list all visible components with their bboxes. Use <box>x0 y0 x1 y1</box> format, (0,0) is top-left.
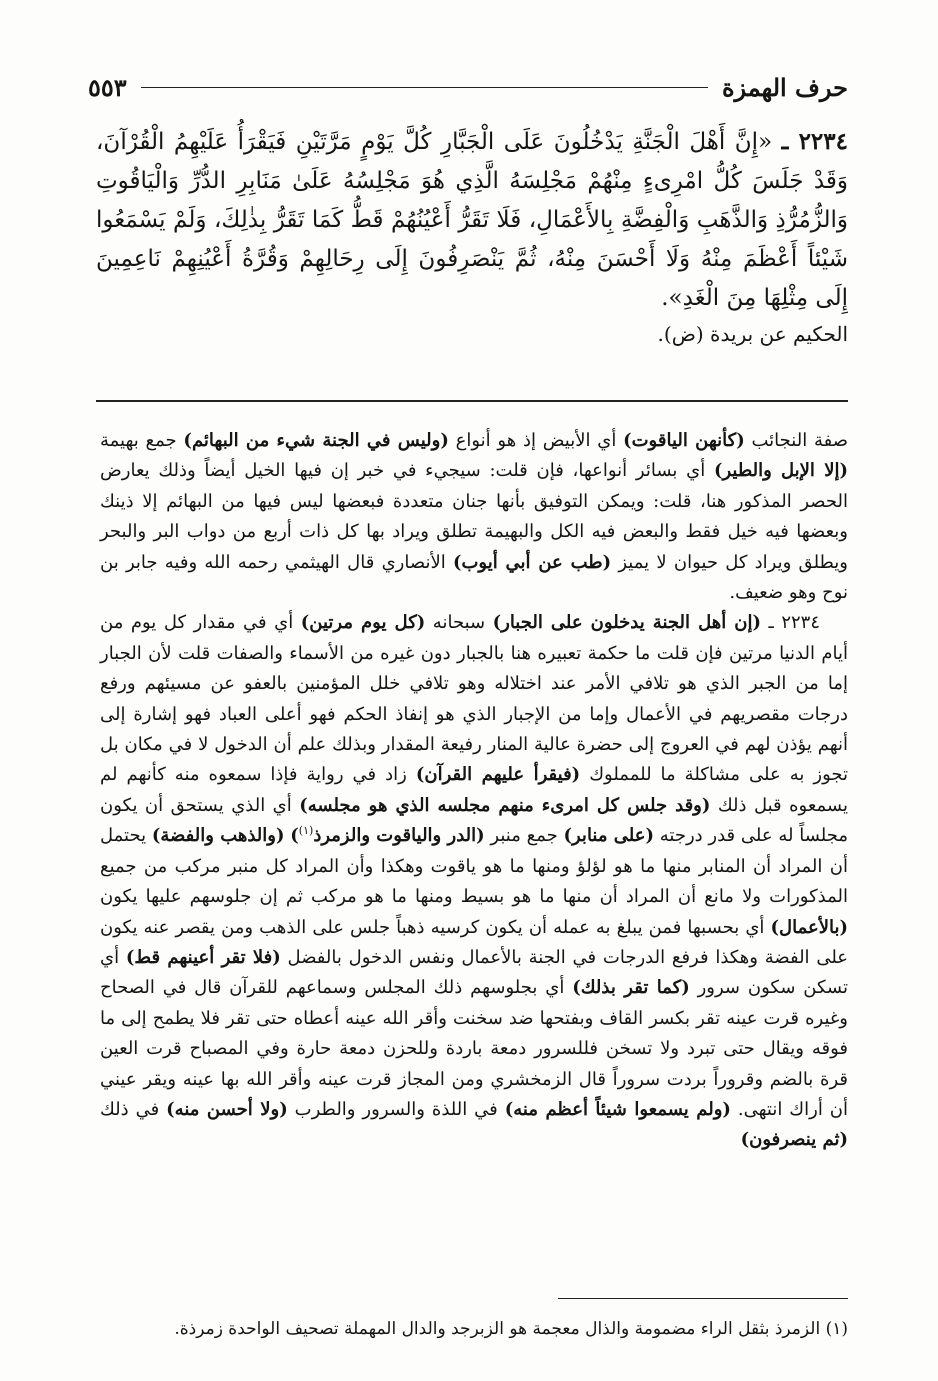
hadith-source: الحكيم عن بريدة (ض). <box>657 322 848 346</box>
quoted-phrase: (وليس في الجنة شيء من البهائم) <box>183 430 449 451</box>
commentary-paragraph-1 <box>100 426 848 608</box>
text-run: جمع بهيمة <box>100 430 184 451</box>
quoted-phrase: (كأنهن الياقوت) <box>623 430 745 451</box>
text-run: يحتمل أن المراد أن المنابر منها ما هو لؤلؤ ومنها ما هو ياقوت وهكذا وأن المراد كل منبر مركب من جميع المذكورات ولا مانع أن المراد أن منها ما هو بسيط ومنها ما هو مركب ثم إن جلوسهم عليها يكون <box>100 825 848 908</box>
text-run: أي بسائر أنواعها، فإن قلت: سيجيء في خبر إن فيها الخيل أيضاً وذلك يعارض الحصر المذكور هنا، قلت: ويمكن التوفيق بأنها جنان متعددة فبعضها ليس فيها من البهائم إلا ذينك وبعضها فيه خيل فقط والبعض فيه الكل والبهيمة تطلق ويراد بها كل ذات أربع من دواب البر والبحر ويطلق ويراد كل حيوان لا يميز <box>100 460 848 573</box>
header-rule <box>141 87 708 88</box>
quoted-phrase-close: ) <box>290 825 299 847</box>
quoted-phrase: (طب عن أبي أيوب) <box>452 551 612 573</box>
quoted-phrase: (كما تقر بذلك) <box>572 977 690 999</box>
quoted-phrase: (ثم ينصرفون) <box>740 1129 848 1151</box>
text-run: ٢٢٣٤ ـ <box>761 612 820 634</box>
text-run: أي بجلوسهم ذلك المجلس وسماعهم للقرآن قال في الصحاح وغيره قرت عينه تقر بكسر القاف وبفتحها ضد سخنت وأقر الله عينه أعطاه حتى تقر فلا يطمح إلى ما فوقه ويقال حتى تبرد ولا تسخن فللسرور دمعة باردة وللحزن دمعة حارة وفي المصباح قرت العين قرة بالضم وقروراً بردت سروراً قال الزمخشري ومن المجاز قرت عينه وأقر الله بها عينه ويقر عيني أن أراك انتهى. <box>100 977 849 1120</box>
quoted-phrase: (على منابر) <box>563 825 655 847</box>
text-run: أي بحسبها فمن يبلغ به عمله أن يكون كرسيه ذهباً جلس على الذهب ومن يقصر عنه يكون على الفضة وهكذا فرفع الدرجات في الجنة بالأعمال ونفس الدخول بالفضل <box>100 916 849 968</box>
text-run: سبحانه <box>425 612 493 634</box>
chapter-title: حرف الهمزة <box>721 72 848 102</box>
hadith-body: «إِنَّ أَهْلَ الْجَنَّةِ يَدْخُلُونَ عَلَى الْجَبَّارِ كُلَّ يَوْمٍ مَرَّتَيْنِ فَيَقْرَأُ عَلَيْهِمُ الْقُرْآنَ، وَقَدْ جَلَسَ كُلُّ امْرِىءٍ مِنْهُمْ مَجْلِسَهُ الَّذِي هُوَ مَجْلِسُهُ عَلَىٰ مَنَابِرِ الدُّرِّ وَالْيَاقُوتِ وَالزُّمُرُّذِ وَالذَّهَبِ وَالْفِضَّةِ بِالأَعْمَالِ، فَلَا تَقَرُّ أَعْيُنُهُمْ قَطُّ كَمَا تَقَرُّ بِذٰلِكَ، وَلَمْ يَسْمَعُوا شَيْئاً أَعْظَمَ مِنْهُ وَلَا أَحْسَنَ مِنْهُ، ثُمَّ يَنْصَرِفُونَ إِلَى رِحَالِهِمْ وَقُرَّةُ أَعْيُنِهِمْ نَاعِمِينَ إِلَى مِثْلِهَا مِنَ الْغَدِ». <box>96 129 848 311</box>
page-header <box>88 70 848 104</box>
quoted-phrase: (فلا تقر أعينهم قط) <box>125 946 281 968</box>
footnote: (١) الزمرذ بثقل الراء مضمومة والذال معجمة هو الزبرجد والدال المهملة تصحيف الواحدة زمرذة. <box>174 1319 848 1339</box>
commentary-paragraph-2 <box>100 608 848 1155</box>
text-run: أي في مقدار كل يوم من أيام الدنيا مرتين فإن قلت ما حكمة تعبيره هنا بالجبار دون غيره من الأسماء والصفات قلت لأن الجبار إما من الجبر الذي هو تلافي الأمر عند اختلاله وهو تلافي خلل المؤمنين بالعفو عن مسيئهم ورفع درجات مقصريهم في الأعمال وإما من الإجبار الذي هو إنفاذ الحكم فهو أعلى العباد فهو إشارة إلى أنهم يؤذن لهم في العروج إلى حضرة عالية المنار رفيعة المقدار وبذلك علم أن الدخول لا في مكان بل تجوز به على مشاكلة ما للمملوك <box>100 612 848 786</box>
hadith-number: ٢٢٣٤ ـ <box>781 128 848 155</box>
footnote-marker: (١) <box>298 824 314 838</box>
quoted-phrase: (وقد جلس كل امرىء منهم مجلسه الذي هو مجلسه) <box>299 794 711 816</box>
commentary <box>100 426 848 1156</box>
text-run: في اللذة والسرور والطرب <box>287 1098 505 1120</box>
quoted-phrase: (ولم يسمعوا شيئاً أعظم منه) <box>504 1098 731 1120</box>
text-run: أي الأبيض إذ هو أنواع <box>448 430 624 451</box>
text-run: أي الذي يستحق أن يكون مجلساً له على قدر درجته <box>100 794 848 847</box>
quoted-phrase: (والذهب والفضة) <box>151 825 285 847</box>
quoted-phrase: (كل يوم مرتين) <box>300 612 426 634</box>
quoted-phrase: (الدر والياقوت والزمرذ <box>313 825 485 847</box>
page-number: ٥٥٣ <box>88 72 127 102</box>
quoted-phrase: (إلا الإبل والطير) <box>713 460 848 482</box>
quoted-phrase: (فيقرأ عليهم القرآن) <box>415 764 581 786</box>
text-run: جمع منبر <box>484 825 564 847</box>
text-run: الأنصاري قال الهيثمي رحمه الله وفيه جابر بن نوح وهو ضعيف. <box>100 551 848 604</box>
text-run: في ذلك <box>100 1098 167 1120</box>
text-run: صفة النجائب <box>744 430 848 451</box>
text-run: أي تسكن سكون سرور <box>100 946 848 999</box>
text-run: زاد في رواية فإذا سمعوه منه كأنهم لم يسمعوه قبل ذلك <box>100 764 849 816</box>
quoted-phrase: (إن أهل الجنة يدخلون على الجبار) <box>492 612 761 634</box>
quoted-phrase: (ولا أحسن منه) <box>166 1098 288 1120</box>
section-separator <box>96 400 848 402</box>
footnote-separator <box>558 1298 848 1299</box>
hadith-text <box>96 122 848 318</box>
quoted-phrase: (بالأعمال) <box>770 916 848 938</box>
